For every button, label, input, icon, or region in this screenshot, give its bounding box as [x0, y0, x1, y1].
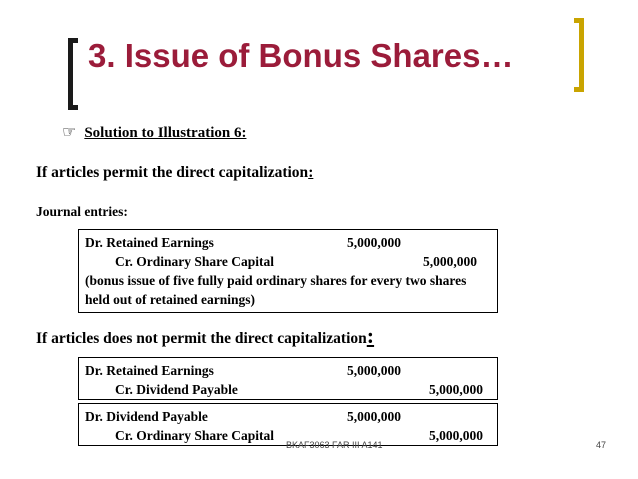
heading-direct-capitalization — [36, 164, 313, 182]
journal-entry-1 — [78, 229, 498, 313]
entry1-narration: (bonus issue of five fully paid ordinary shares for every two shares held out of retained earnings) — [85, 273, 467, 307]
left-bracket-decoration — [68, 38, 78, 110]
entry3-debit-row — [85, 407, 491, 426]
entry2-credit-row — [85, 380, 491, 399]
heading-direct-colon: : — [308, 164, 314, 181]
heading-direct-text: If articles permit the direct capitalization — [36, 164, 309, 181]
entry1-credit-row — [85, 252, 491, 271]
entry3-credit-amount: 5,000,000 — [429, 428, 483, 443]
entry3-debit-amount: 5,000,000 — [347, 409, 401, 424]
slide-title: 3. Issue of Bonus Shares… — [88, 37, 514, 74]
entry1-credit-amount: 5,000,000 — [423, 254, 477, 269]
journal-entry-2 — [78, 357, 498, 400]
solution-bullet — [62, 122, 246, 142]
entry1-debit-row — [85, 233, 491, 252]
heading-no-direct-capitalization — [36, 323, 375, 348]
entry3-debit-account: Dr. Dividend Payable — [85, 409, 208, 424]
entry2-credit-account: Cr. Dividend Payable — [115, 382, 238, 397]
entry1-debit-account: Dr. Retained Earnings — [85, 235, 214, 250]
journal-entries-label: Journal entries: — [36, 204, 128, 219]
solution-label: Solution to Illustration 6: — [84, 125, 247, 141]
slide-footer: BKAF3063 FAR III A141 — [286, 440, 383, 450]
heading-no-direct-colon: : — [366, 323, 375, 348]
right-bracket-decoration — [574, 18, 584, 92]
entry2-debit-account: Dr. Retained Earnings — [85, 363, 214, 378]
entry2-credit-amount: 5,000,000 — [429, 382, 483, 397]
heading-no-direct-text: If articles does not permit the direct capitalization — [36, 330, 367, 347]
entry1-debit-amount: 5,000,000 — [347, 235, 401, 250]
entry2-debit-amount: 5,000,000 — [347, 363, 401, 378]
page-number: 47 — [596, 440, 607, 450]
entry3-credit-account: Cr. Ordinary Share Capital — [115, 428, 275, 443]
pointing-hand-icon: ☞ — [62, 122, 77, 141]
entry1-credit-account: Cr. Ordinary Share Capital — [115, 254, 275, 269]
entry2-debit-row — [85, 361, 491, 380]
